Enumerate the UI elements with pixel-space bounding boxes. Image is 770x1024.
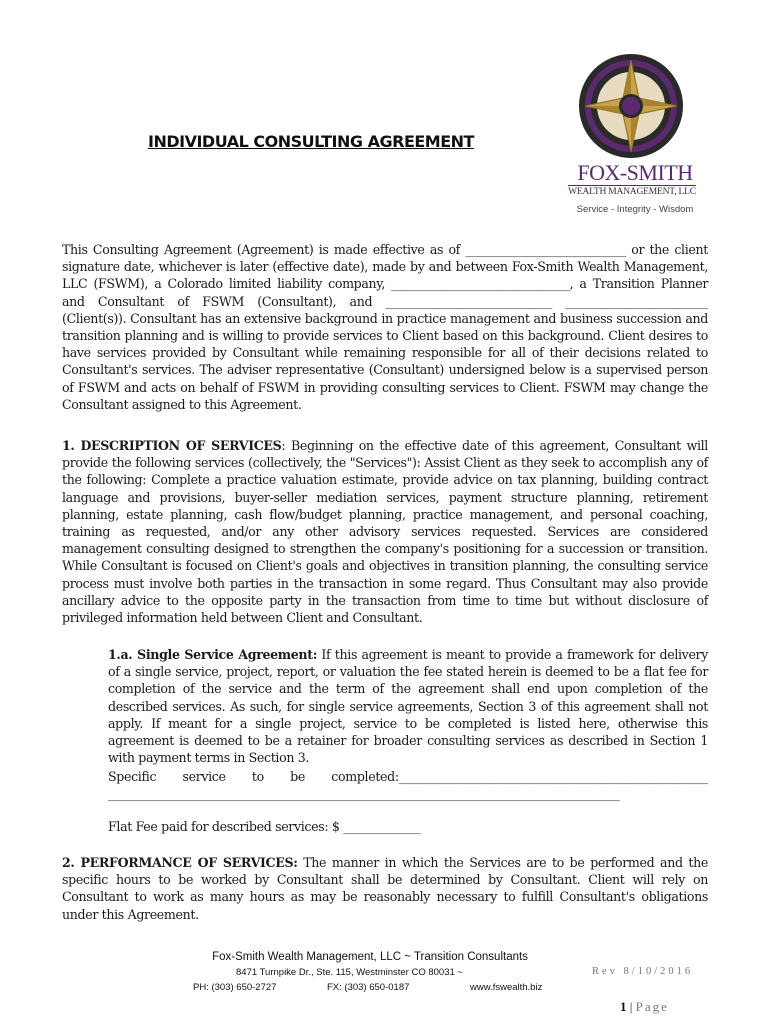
specific-service-line: Specific service to be completed:____________________________________________________ [108,769,708,784]
company-logo [565,52,705,220]
specific-service-field[interactable] [108,768,708,802]
page-number-value: 1 [620,999,627,1014]
section-2 [62,854,708,923]
section-1-heading: 1. DESCRIPTION OF SERVICES [62,438,282,453]
brand-tagline: Service - Integrity - Wisdom [576,204,694,215]
section-1-text: : Beginning on the effective date of this agreement, Consultant will provide the following services (collectively, the "Services"): Assist Client as they seek to accomplish any of the following: Complete a practice valuation estimate, provide advice on tax planning, building contract language and provisions, buyer-seller mediation services, payment structure planning, retirement planning, estate planning, cash flow/budget planning, practice management, and personal coaching, training as requested, and/or any other advisory services requested. Services are considered management consulting designed to strengthen the company's positioning for a succession or transition. While Consultant is focused on Client's goals and objectives in transition planning, the consulting service process must involve both parties in the transaction in some regard. Thus Consultant may also provide ancillary advice to the opposite party in the transaction from time to time but without disclosure of privileged information held between Client and Consultant. [62,438,708,626]
section-2-heading: 2. PERFORMANCE OF SERVICES: [62,855,298,870]
page-title: INDIVIDUAL CONSULTING AGREEMENT [148,132,474,151]
section-1a-heading: 1.a. Single Service Agreement: [108,647,318,662]
footer-company: Fox-Smith Wealth Management, LLC ~ Transition Consultants [212,951,528,963]
section-1a [108,646,708,766]
brand-subtitle: WEALTH MANAGEMENT, LLC [568,187,696,197]
page-label: Page [635,999,669,1014]
specific-service-line-2: ______________________________________________________________________________________ [108,786,620,802]
compass-star-icon [577,52,685,160]
footer-fax: FX: (303) 650-0187 [327,982,410,993]
intro-text: This Consulting Agreement (Agreement) is made effective as of ___________________________ or the client signature date, whichever is later (effective date), made by and between Fox-Smith Wealth Management, LLC (FSWM), a Colorado limited liability company, ______________________________, a Transition Planner and Consultant of FSWM (Consultant), and ____________________________ ________________________ (Client(s)). Consultant has an extensive background in practice management and business succession and transition planning and is willing to provide services to Client based on this background. Client desires to have services provided by Consultant while remaining responsible for all of their decisions related to Consultant's services. The adviser representative (Consultant) undersigned below is a supervised person of FSWM and acts on behalf of FSWM in providing consulting services to Client. FSWM may change the Consultant assigned to this Agreement. [62,242,708,412]
footer-address: 8471 Turnpike Dr., Ste. 115, Westminster CO 80031 ~ [236,967,463,978]
brand-name: FOX-SMITH [577,160,693,185]
section-2-text: The manner in which the Services are to be performed and the specific hours to be worked by Consultant shall be determined by Consultant. Client will rely on Consultant to work as many hours as may be reasonably necessary to fulfill Consultant's obligations under this Agreement. [62,855,708,922]
flat-fee-field[interactable] [108,818,708,835]
flat-fee-line: Flat Fee paid for described services: $ _____________ [108,819,421,834]
intro-paragraph [62,241,708,413]
section-1a-text: If this agreement is meant to provide a framework for delivery of a single service, project, report, or valuation the fee stated herein is deemed to be a flat fee for completion of the service and the term of the agreement shall end upon completion of the described services. As such, for single service agreements, Section 3 of this agreement shall not apply. If meant for a single project, service to be completed is listed here, otherwise this agreement is deemed to be a retainer for broader consulting services as described in Section 1 with payment terms in Section 3. [108,647,708,766]
footer-phone: PH: (303) 650-2727 [193,982,277,993]
footer-revision: Rev 8/10/2016 [592,966,694,977]
page-number: 1 | Page [620,999,669,1014]
section-1 [62,437,708,626]
footer-website[interactable]: www.fswealth.biz [470,982,543,993]
